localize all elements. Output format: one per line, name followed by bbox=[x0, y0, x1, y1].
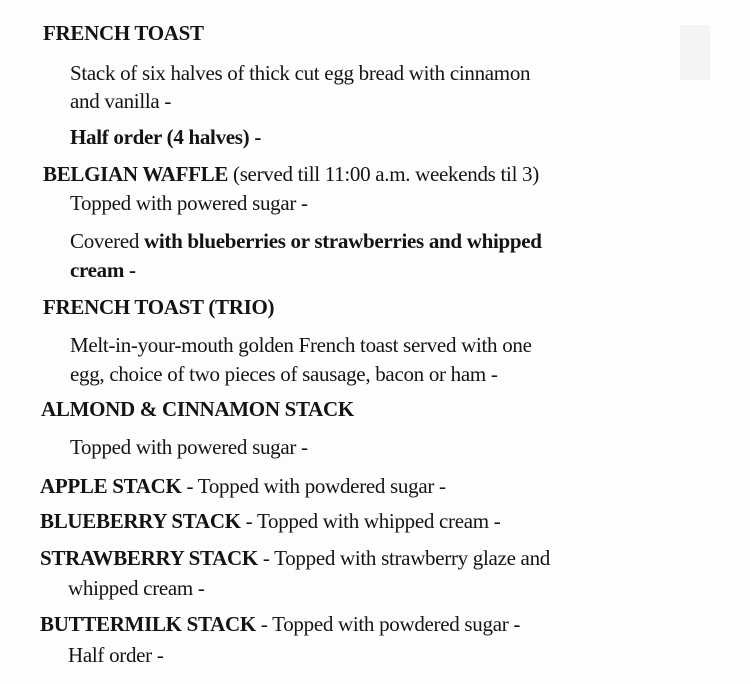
item-french-toast-trio-title: FRENCH TOAST (TRIO) bbox=[43, 295, 275, 319]
item-description: whipped cream - bbox=[68, 576, 205, 600]
item-description: Stack of six halves of thick cut egg bread with cinnamon bbox=[70, 61, 531, 85]
item-blueberry-stack: BLUEBERRY STACK - Topped with whipped cream - bbox=[40, 509, 501, 533]
item-apple-stack: APPLE STACK - Topped with powdered sugar - bbox=[40, 474, 446, 498]
item-description: and vanilla - bbox=[70, 89, 172, 113]
item-description: Covered with blueberries or strawberries and whipped bbox=[70, 229, 542, 253]
item-french-toast-title: FRENCH TOAST bbox=[43, 21, 204, 45]
item-buttermilk-stack: BUTTERMILK STACK - Topped with powdered sugar - bbox=[40, 612, 521, 636]
item-description: Topped with powered sugar - bbox=[70, 435, 308, 459]
item-strawberry-stack: STRAWBERRY STACK - Topped with strawberry glaze and bbox=[40, 546, 550, 570]
item-description: cream - bbox=[70, 258, 136, 282]
item-description: egg, choice of two pieces of sausage, bacon or ham - bbox=[70, 362, 498, 386]
half-order-label: Half order (4 halves) - bbox=[70, 125, 262, 149]
item-description: Topped with powered sugar - bbox=[70, 191, 308, 215]
item-belgian-waffle-title: BELGIAN WAFFLE (served till 11:00 a.m. weekends til 3) bbox=[43, 162, 539, 186]
item-almond-cinnamon-title: ALMOND & CINNAMON STACK bbox=[41, 397, 354, 421]
bleed-through-mark bbox=[680, 25, 710, 80]
item-description: Melt-in-your-mouth golden French toast served with one bbox=[70, 333, 532, 357]
half-order-label: Half order - bbox=[68, 643, 164, 667]
